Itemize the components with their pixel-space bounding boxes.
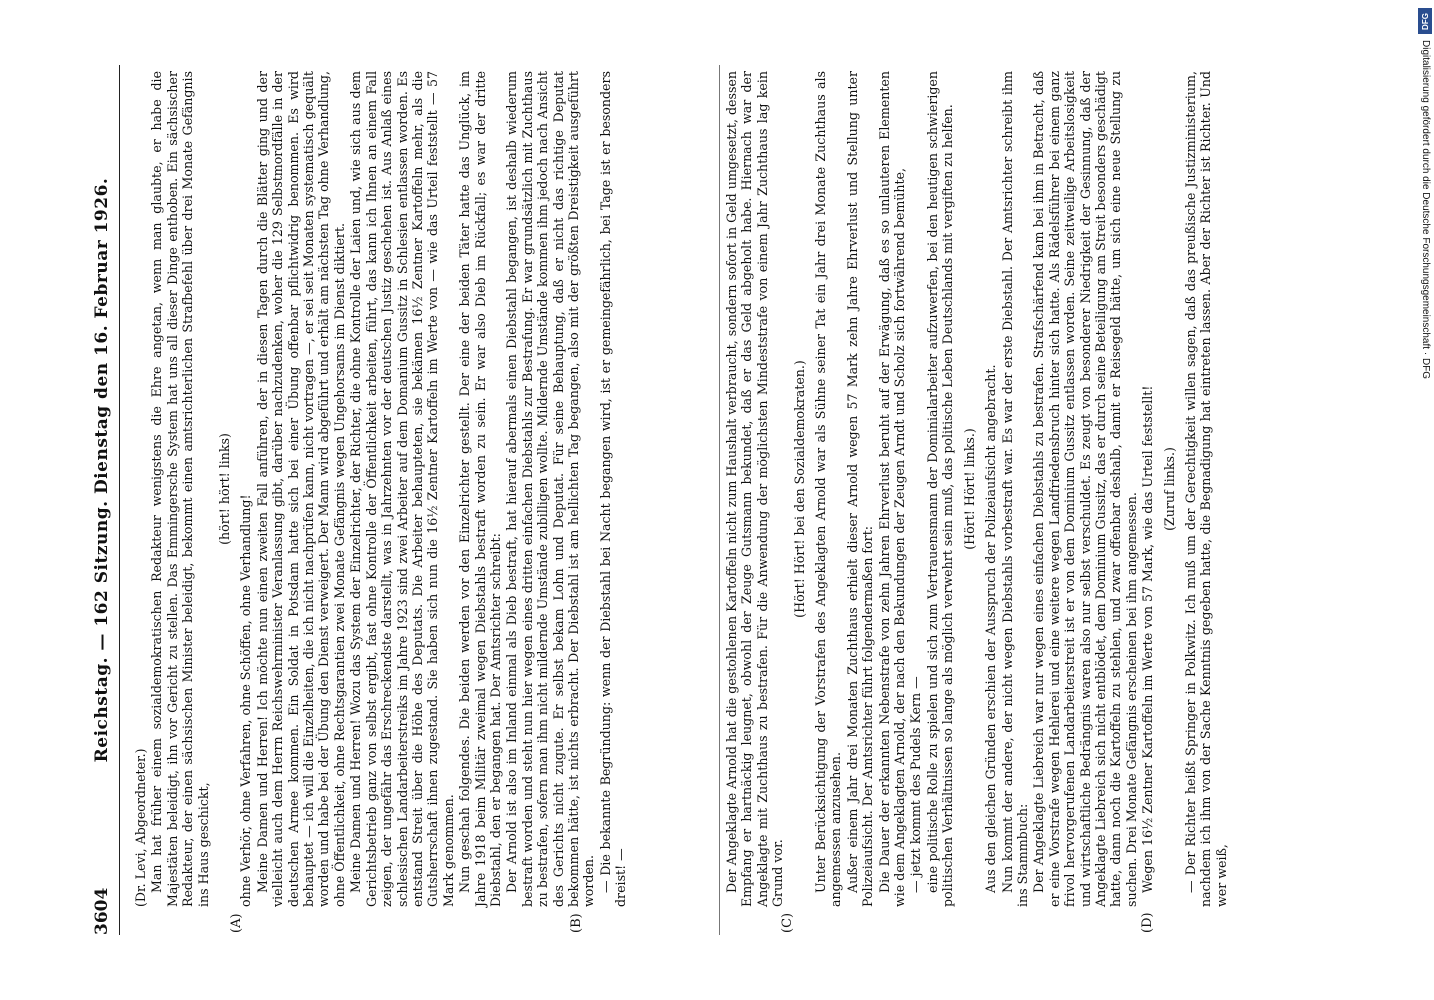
quoted-paragraph: Aus den gleichen Gründen erschien der Ausspruch der Polizeiaufsicht angebracht. (983, 364, 999, 893)
paragraph: Man hat früher einem sozialdemokratischen Redakteur wenigstens die Ehre angetan, wenn man glaubte, er habe die Majestäten beleidigt, ihn vor Gericht zu stellen. Das Emmingersche System hat uns all dieser Dinge enthoben. Ein sächsischer Redakteur, der einen sächsischen Minister beleidigt, bekommt einen amtsrichterlichen Strafbefehl über drei Monate Gefängnis ins Haus geschickt, (149, 71, 211, 907)
paragraph: — Die bekannte Begründung: wenn der Diebstahl bei Nacht begangen wird, ist er gemeingefährlich, bei Tage ist er besonders dreist! — (597, 71, 629, 907)
margin-marker-d: (D) (1140, 912, 1155, 933)
digitization-credit (1418, 40, 1432, 995)
quoted-paragraph: Der Angeklagte Arnold hat die gestohlenen Kartoffeln nicht zum Haushalt verbraucht, sondern sofort in Geld umgesetzt, dessen Empfang er hartnäckig leugnet, obwohl der Zeuge Gutsmann bekundet, daß er das Geld abgeholt habe. Hiernach war der Angeklagte mit Zuchthaus zu bestrafen. Für die Anwendung der möglichsten Mindeststrafe von einem Jahr Zuchthaus lag kein Grund vor. (724, 71, 786, 907)
running-title: Reichstag. — 162 Sitzung. Dienstag den 16. Februar 1926. (92, 177, 112, 763)
column-left (129, 65, 719, 935)
paragraph: — Der Richter heißt Springer in Polkwitz. Ich muß um der Gerechtigkeit willen sagen, daß das preußische Justizministerium, nachdem ich ihm von der Sache Kenntnis gegeben hatte, die Begnadigung hat eintreten lassen. Aber der Richter ist Richter. Und wer weiß, (1182, 71, 1229, 907)
quoted-paragraph: Der Arnold ist also im Inland einmal als Dieb bestraft, hat hierauf abermals einen Diebstahl begangen, ist deshalb wiederum bestraft worden und steht nun hier wegen eines dritten einfachen Diebstahls zur Bestrafung. Er war grundsätzlich mit Zuchthaus zu bestrafen, sofern man ihm nicht mildernde Umstände zubilligen wollte. Mildernde Umstände kommen ihm jedoch nach Ansicht des Gerichts nicht zugute. Er selbst bekam Lohn und Deputat. Für seine Behauptung, daß er nicht das richtige Deputat bekommen hätte, ist nichts erbracht. Der Diebstahl ist am hellichten Tag begangen, also mit der größten Dreistigkeit ausgeführt worden. (504, 71, 597, 907)
interjection: (Zuruf links.) (1161, 447, 1177, 531)
interjection: (Hört! Hört! bei den Sozialdemokraten.) (791, 360, 807, 618)
paragraph: Nun geschah folgendes. Die beiden werden vor den Einzelrichter gestellt. Der eine der beiden Täter hatte das Unglück, im Jahre 1918 beim Militär zweimal wegen Diebstahls bestraft worden zu sein. Er war also Dieb im Rückfall; es war der dritte Diebstahl, den er begangen hat. Der Amtsrichter schreibt: (457, 71, 503, 907)
credit-text: Digitalisierung gefördert durch die Deutsche Forschungsgemeinschaft · DFG (1420, 40, 1431, 380)
paragraph: Nun kommt der andere, der nicht wegen Diebstahls vorbestraft war. Es war der erste Diebstahl. Der Amtsrichter schreibt ihm ins Stammbuch: (999, 71, 1030, 907)
paragraph: Meine Damen und Herren! Ich möchte nun einen zweiten Fall anführen, der in diesen Tagen durch die Blätter ging und der vielleicht auch dem Herrn Reichswehrminister Veranlassung gibt, darüber nachzudenken, woher die 129 Selbstmordfälle in der deutschen Armee kommen. Ein Soldat in Potsdam hatte sich bei einer Übung offenbar pflichtwidrig benommen. Es wird behauptet — ich will die Einzelheiten, die ich nicht nachprüfen kann, nicht vortragen —, er sei seit Monaten systematisch gequält worden und habe bei der Übung den Dienst verweigert. Der Mann wird abgeführt und erhält am nächsten Tag ohne Verhandlung, ohne Öffentlichkeit, ohne Rechtsgarantien zwei Monate Gefängnis wegen Ungehorsams im Dienst diktiert. (254, 71, 347, 907)
paragraph: Meine Damen und Herren! Wozu das System der Einzelrichter, der Richter, die ohne Kontrolle der Laien und, wie sich aus dem Gerichtsbetrieb ganz von selbst ergibt, fast ohne Kontrolle der Öffentlichkeit arbeiten, führt, das kann ich Ihnen an einem Fall zeigen, der ungefähr das Erschreckendste darstellt, was in Jahrzehnten vor der deutschen Justiz geschehen ist. Aus Anlaß eines schlesischen Landarbeiterstreiks im Jahre 1923 sind zwei Arbeiter auf dem Domanium Gussitz in Schlesien entlassen worden. Es entstand Streit über die Höhe des Deputats. Die Arbeiter behaupteten, sie bekämen 16½ Zentner Kartoffeln mehr, als die Gutsherrschaft ihnen zugestand. Sie haben sich nun die 16½ Zentner Kartoffeln im Werte von — wie das Urteil feststellt — 57 Mark genommen. (348, 71, 456, 907)
quoted-paragraph: Der Angeklagte Liebreich war nur wegen eines einfachen Diebstahls zu bestrafen. Strafschärfend kam bei ihm in Betracht, daß er eine Vorstrafe wegen Hehlerei und eine weitere wegen Landfriedensbruch hinter sich hatte. Als Rädelsführer bei einem ganz frivol hervorgerufenen Landarbeiterstreit ist er von dem Dominium Gussitz entlassen worden. Seine zeitweilige Arbeitslosigkeit und wirtschaftliche Bedrängnis waren also nur selbst verschuldet. Es zeugt von besonderer Niedrigkeit der Gesinnung, daß der Angeklagte Liebreich sich nicht entblödet, dem Dominium Gussitz, das er durch seine Beteiligung am Streit besonders geschädigt hatte, dann noch die Kartoffeln zu stehlen, und zwar offenbar deshalb, damit er Reisegeld hätte, um sich eine neue Stellung zu suchen. Drei Monate Gefängnis erscheinen bei ihm angemessen. (1031, 71, 1139, 907)
margin-marker-b: (B) (569, 913, 584, 933)
interjection: (hört! hört! links) (217, 433, 233, 545)
dfg-logo: DFG (1418, 8, 1432, 34)
paragraph: ohne Verhör, ohne Verfahren, ohne Schöffen, ohne Verhandlung! (238, 494, 254, 907)
margin-marker-c: (C) (780, 912, 795, 933)
paragraph: Außer einem Jahr drei Monaten Zuchthaus erhielt dieser Arnold wegen 57 Mark zehn Jahre Ehrverlust und Stellung unter Polizeiaufsicht. Der Amtsrichter führt folgendermaßen fort: (844, 71, 876, 907)
quoted-paragraph: Unter Berücksichtigung der Vorstrafen des Angeklagten Arnold war als Sühne seiner Tat ein Jahr drei Monate Zuchthaus als angemessen anzusehen. (813, 71, 844, 907)
paragraph: Wegen 16½ Zentner Kartoffeln im Werte von 57 Mark, wie das Urteil feststellt! (1140, 385, 1156, 893)
quoted-paragraph: eine politische Rolle zu spielen und sich zum Vertrauensmann der Dominialarbeiter aufzuwerfen, bei den heutigen schwierigen politischen Verhältnissen so lange als möglich verwehrt sein muß, das politische Leben Deutschlands mit vergiften zu helfen. (924, 71, 956, 907)
text-columns (129, 65, 1309, 935)
paragraph: — jetzt kommt des Pudels Kern — (908, 676, 924, 893)
interjection: (Hört! Hört! links.) (961, 428, 977, 550)
speaker-note: (Dr. Levi, Abgeordneter.) (133, 748, 148, 907)
rotated-page-content (85, 65, 1315, 935)
margin-marker-a: (A) (229, 913, 244, 933)
column-right (719, 65, 1309, 935)
page-header (85, 65, 120, 935)
page-number: 3604 (92, 887, 112, 935)
quoted-paragraph: Die Dauer der erkannten Nebenstrafe von zehn Jahren Ehrverlust beruht auf der Erwägung, daß es so unlauteren Elementen wie dem Angeklagten Arnold, der nach den Bekundungen der Zeugen Arndt und Scholz sich fortwährend bemühte, (876, 71, 908, 907)
